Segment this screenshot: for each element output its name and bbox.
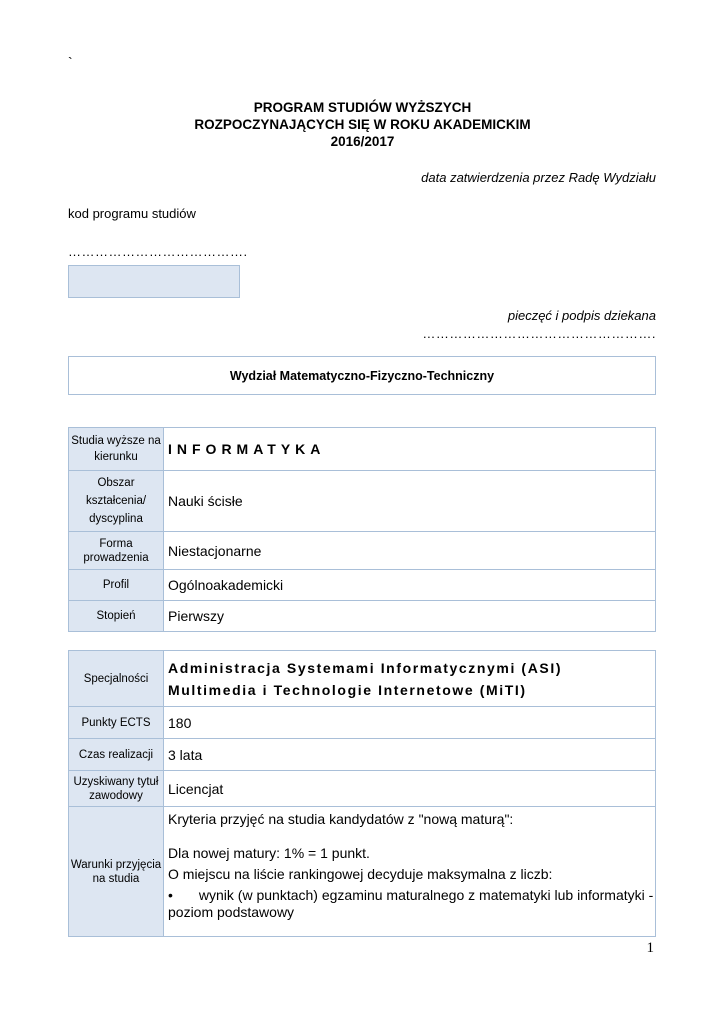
ects-value: 180 (164, 707, 656, 739)
dean-signature-dots: ……………………………………………. (422, 326, 656, 341)
education-area-value: Nauki ścisłe (164, 471, 656, 532)
table-row (69, 471, 656, 532)
program-code-dots: …………………………………. (68, 244, 248, 259)
table-row (69, 428, 656, 471)
profile-label: Profil (69, 570, 164, 601)
table-row (69, 532, 656, 570)
study-form-value: Niestacjonarne (164, 532, 656, 570)
program-code-label: kod programu studiów (68, 206, 196, 221)
approval-date-label: data zatwierdzenia przez Radę Wydziału (421, 170, 656, 185)
specializations-label: Specjalności (69, 651, 164, 707)
admission-criteria (164, 807, 656, 937)
faculty-name: Wydział Matematyczno-Fizyczno-Techniczny (68, 356, 656, 395)
duration-value: 3 lata (164, 739, 656, 771)
degree-level-value: Pierwszy (164, 601, 656, 632)
table-row (69, 570, 656, 601)
admission-intro: Kryteria przyjęć na studia kandydatów z "nową maturą": (168, 811, 514, 827)
page-number: 1 (646, 940, 654, 956)
professional-title-label: Uzyskiwany tytuł zawodowy (69, 771, 164, 807)
bullet-text: wynik (w punktach) egzaminu maturalnego z matematyki lub informatyki - poziom podstawowy (168, 887, 654, 920)
program-info-table (68, 427, 656, 632)
ects-label: Punkty ECTS (69, 707, 164, 739)
backtick-mark: ` (68, 54, 73, 70)
field-of-study-value: INFORMATYKA (164, 428, 656, 471)
specialization-item: Administracja Systemami Informatycznymi (ASI) (168, 659, 563, 676)
header-line-3: 2016/2017 (330, 134, 395, 149)
header-line-1: PROGRAM STUDIÓW WYŻSZYCH (253, 100, 472, 115)
program-code-field[interactable] (68, 265, 240, 298)
admission-scoring: Dla nowej matury: 1% = 1 punkt. (168, 845, 370, 861)
program-details-table (68, 650, 656, 937)
table-row (69, 739, 656, 771)
admission-ranking: O miejscu na liście rankingowej decyduje maksymalna z liczb: (168, 866, 553, 882)
study-form-label: Forma prowadzenia (69, 532, 164, 570)
field-of-study-label: Studia wyższe na kierunku (69, 428, 164, 471)
degree-level-label: Stopień (69, 601, 164, 632)
admission-label: Warunki przyjęcia na studia (69, 807, 164, 937)
table-row (69, 707, 656, 739)
profile-value: Ogólnoakademicki (164, 570, 656, 601)
specializations-value (164, 651, 656, 707)
table-row (69, 651, 656, 707)
professional-title-value: Licencjat (164, 771, 656, 807)
bullet-marker: • (168, 887, 173, 903)
education-area-label: Obszar kształcenia/ dyscyplina (69, 471, 164, 532)
header-line-2: ROZPOCZYNAJĄCYCH SIĘ W ROKU AKADEMICKIM (194, 117, 531, 132)
table-row (69, 601, 656, 632)
dean-stamp-label: pieczęć i podpis dziekana (507, 308, 656, 323)
table-row (69, 771, 656, 807)
duration-label: Czas realizacji (69, 739, 164, 771)
table-row (69, 807, 656, 937)
specialization-item: Multimedia i Technologie Internetowe (MiTI) (168, 681, 527, 698)
admission-bullet-item (168, 887, 655, 921)
